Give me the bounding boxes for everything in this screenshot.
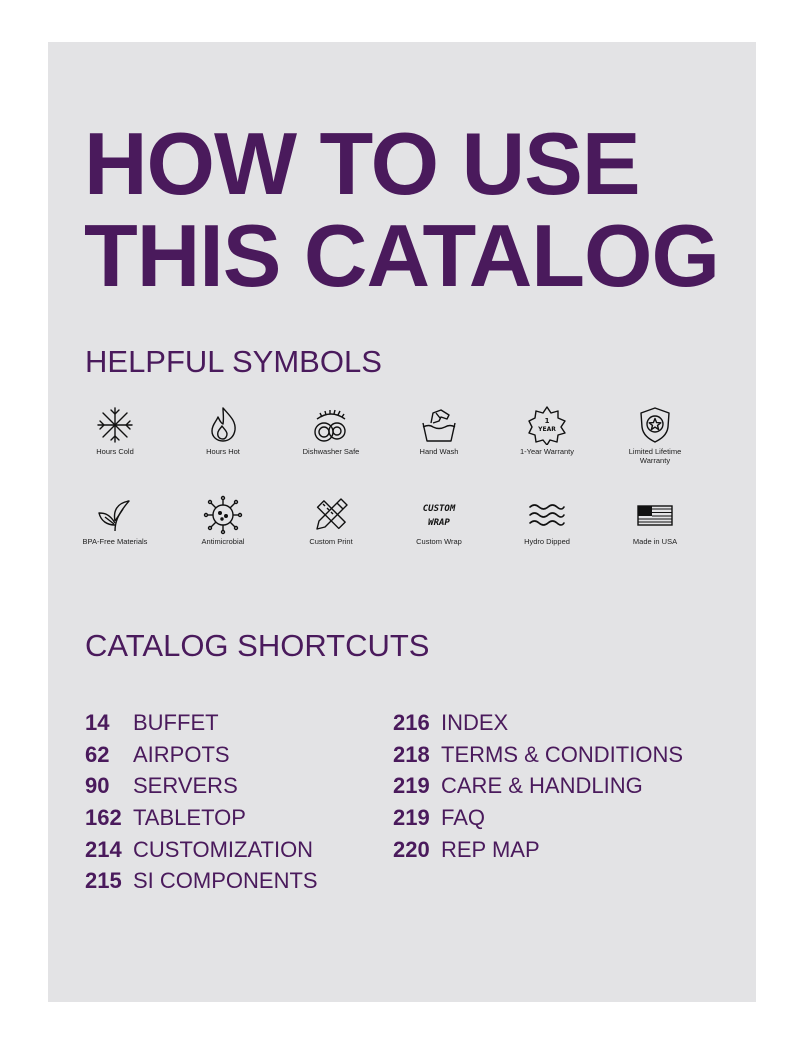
shortcut-label: SI COMPONENTS — [133, 868, 318, 894]
symbol-label: Antimicrobial — [201, 537, 245, 546]
hand-wash-icon — [419, 405, 459, 445]
symbol-label: Dishwasher Safe — [302, 447, 360, 456]
symbol-label: Limited Lifetime Warranty — [628, 447, 682, 465]
shortcut-servers[interactable] — [85, 770, 318, 802]
symbol-dishwasher-safe — [291, 405, 371, 456]
helpful-symbols-heading: HELPFUL SYMBOLS — [85, 344, 382, 379]
shortcut-page: 62 — [85, 741, 110, 767]
symbol-1-year-warranty — [507, 405, 587, 456]
symbol-custom-wrap — [399, 495, 479, 546]
title-line-1: HOW TO USE — [84, 114, 640, 213]
badge-number: 1 — [544, 417, 550, 425]
shortcut-label: CUSTOMIZATION — [133, 836, 314, 862]
shortcut-page: 14 — [85, 710, 110, 735]
shield-star-icon — [635, 405, 675, 445]
symbol-label: Hours Cold — [96, 447, 134, 456]
shortcut-customization[interactable] — [85, 834, 318, 866]
shortcuts-left-column — [85, 707, 318, 897]
shortcut-terms-conditions[interactable] — [393, 739, 683, 771]
symbol-label: Custom Print — [309, 537, 353, 546]
snowflake-icon — [95, 405, 135, 445]
shortcut-page: 220 — [393, 836, 430, 862]
ruler-pencil-icon — [311, 495, 351, 535]
shortcut-page: 216 — [393, 710, 430, 735]
shortcut-page: 162 — [85, 805, 122, 831]
symbol-hours-hot — [183, 405, 263, 456]
shortcut-page: 219 — [393, 805, 430, 831]
page-title — [84, 114, 719, 305]
wrap-word-bottom: WRAP — [428, 518, 450, 528]
shortcut-label: REP MAP — [441, 836, 540, 862]
shortcut-care-handling[interactable] — [393, 770, 683, 802]
shortcut-label: FAQ — [441, 805, 486, 831]
shortcut-page: 218 — [393, 741, 430, 767]
shortcut-si-components[interactable] — [85, 865, 318, 897]
symbol-hydro-dipped — [507, 495, 587, 546]
symbol-label: Custom Wrap — [416, 537, 462, 546]
symbol-label: Hydro Dipped — [524, 537, 570, 546]
symbol-hours-cold — [75, 405, 155, 456]
shortcut-buffet[interactable] — [85, 707, 318, 739]
warranty-badge-icon — [527, 405, 567, 445]
symbol-label: Hand Wash — [419, 447, 459, 456]
shortcut-page: 90 — [85, 773, 110, 799]
shortcut-faq[interactable] — [393, 802, 683, 834]
shortcut-rep-map[interactable] — [393, 834, 683, 866]
symbol-label: BPA-Free Materials — [82, 537, 148, 546]
custom-wrap-icon — [419, 495, 459, 535]
shortcut-tabletop[interactable] — [85, 802, 318, 834]
symbol-bpa-free — [75, 495, 155, 546]
shortcut-index[interactable] — [393, 707, 683, 739]
symbol-antimicrobial — [183, 495, 263, 546]
wrap-word-top: CUSTOM — [422, 504, 456, 514]
symbol-limited-lifetime-warranty — [615, 405, 695, 465]
symbol-label: Hours Hot — [206, 447, 240, 456]
catalog-shortcuts-heading: CATALOG SHORTCUTS — [85, 628, 430, 663]
shortcuts-right-column — [393, 707, 683, 865]
badge-word: YEAR — [538, 426, 556, 433]
shortcut-page: 219 — [393, 773, 430, 799]
symbol-hand-wash — [399, 405, 479, 456]
us-flag-icon — [635, 495, 675, 535]
symbol-label: Made in USA — [632, 537, 678, 546]
shortcut-label: INDEX — [441, 710, 509, 735]
leaf-icon — [95, 495, 135, 535]
symbol-label: 1-Year Warranty — [519, 447, 575, 456]
flame-icon — [203, 405, 243, 445]
shortcut-label: CARE & HANDLING — [441, 773, 643, 799]
microbe-icon — [203, 495, 243, 535]
shortcut-page: 215 — [85, 868, 122, 894]
shortcut-label: AIRPOTS — [133, 741, 230, 767]
shortcut-label: SERVERS — [133, 773, 238, 799]
shortcut-label: BUFFET — [133, 710, 219, 735]
shortcut-label: TABLETOP — [133, 805, 246, 831]
symbol-custom-print — [291, 495, 371, 546]
shortcut-airpots[interactable] — [85, 739, 318, 771]
shortcut-page: 214 — [85, 836, 122, 862]
dishwasher-icon — [311, 405, 351, 445]
waves-icon — [527, 495, 567, 535]
shortcut-label: TERMS & CONDITIONS — [441, 741, 684, 767]
symbol-made-in-usa — [615, 495, 695, 546]
title-line-2: THIS CATALOG — [84, 206, 719, 305]
